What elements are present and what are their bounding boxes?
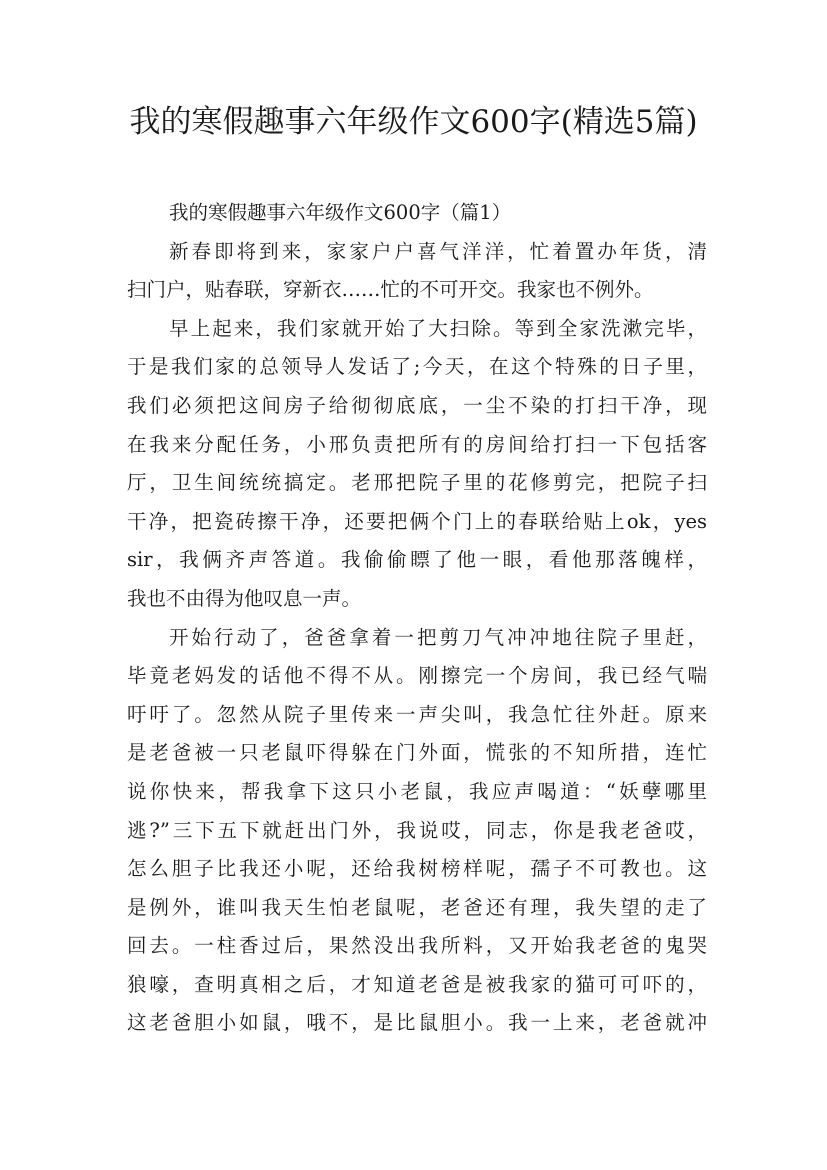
text-line: 怎么胆子比我还小呢，还给我树榜样呢，孺子不可教也。这 bbox=[127, 857, 707, 881]
text-line: 于是我们家的总领导人发话了;今天，在这个特殊的日子里， bbox=[127, 355, 707, 379]
text-line: 是老爸被一只老鼠吓得躲在门外面，慌张的不知所措，连忙 bbox=[127, 741, 707, 765]
text-line: 是例外，谁叫我天生怕老鼠呢，老爸还有理，我失望的走了 bbox=[127, 895, 707, 919]
text-line: 扫门户，贴春联，穿新衣……忙的不可开交。我家也不例外。 bbox=[127, 278, 654, 302]
text-line: sir，我俩齐声答道。我偷偷瞟了他一眼，看他那落魄样， bbox=[127, 548, 707, 572]
text-line: 吁吁了。忽然从院子里传来一声尖叫，我急忙往外赶。原来 bbox=[127, 702, 707, 726]
paragraph-3 bbox=[127, 619, 707, 1044]
text-line: 早上起来，我们家就开始了大扫除。等到全家洗漱完毕， bbox=[169, 316, 707, 340]
document-title: 我的寒假趣事六年级作文600字(精选5篇) bbox=[129, 104, 698, 140]
paragraph-2 bbox=[127, 310, 707, 619]
text-line: 我也不由得为他叹息一声。 bbox=[127, 586, 362, 610]
text-line: 说你快来，帮我拿下这只小老鼠，我应声喝道：“妖孽哪里 bbox=[127, 779, 707, 803]
text-line: 新春即将到来，家家户户喜气洋洋，忙着置办年货，清 bbox=[169, 239, 707, 263]
text-line: 干净，把瓷砖擦干净，还要把俩个门上的春联给贴上ok，yes bbox=[127, 509, 707, 533]
text-line: 开始行动了，爸爸拿着一把剪刀气冲冲地往院子里赶， bbox=[169, 625, 707, 649]
text-line: 我们必须把这间房子给彻彻底底，一尘不染的打扫干净，现 bbox=[127, 393, 707, 417]
text-line: 回去。一柱香过后，果然没出我所料，又开始我老爸的鬼哭 bbox=[127, 934, 707, 958]
section-heading: 我的寒假趣事六年级作文600字（篇1） bbox=[169, 201, 512, 224]
text-line: 狼嚎，查明真相之后，才知道老爸是被我家的猫可可吓的， bbox=[127, 972, 707, 996]
text-line: 逃?”三下五下就赶出门外，我说哎，同志，你是我老爸哎， bbox=[127, 818, 707, 842]
text-line: 在我来分配任务，小邢负责把所有的房间给打扫一下包括客 bbox=[127, 432, 707, 456]
text-line: 这老爸胆小如鼠，哦不，是比鼠胆小。我一上来，老爸就冲 bbox=[127, 1011, 707, 1035]
document-body bbox=[127, 194, 707, 1043]
paragraph-1 bbox=[127, 233, 707, 310]
text-line: 毕竟老妈发的话他不得不从。刚擦完一个房间，我已经气喘 bbox=[127, 664, 707, 688]
text-line: 厅，卫生间统统搞定。老邢把院子里的花修剪完，把院子扫 bbox=[127, 471, 707, 495]
